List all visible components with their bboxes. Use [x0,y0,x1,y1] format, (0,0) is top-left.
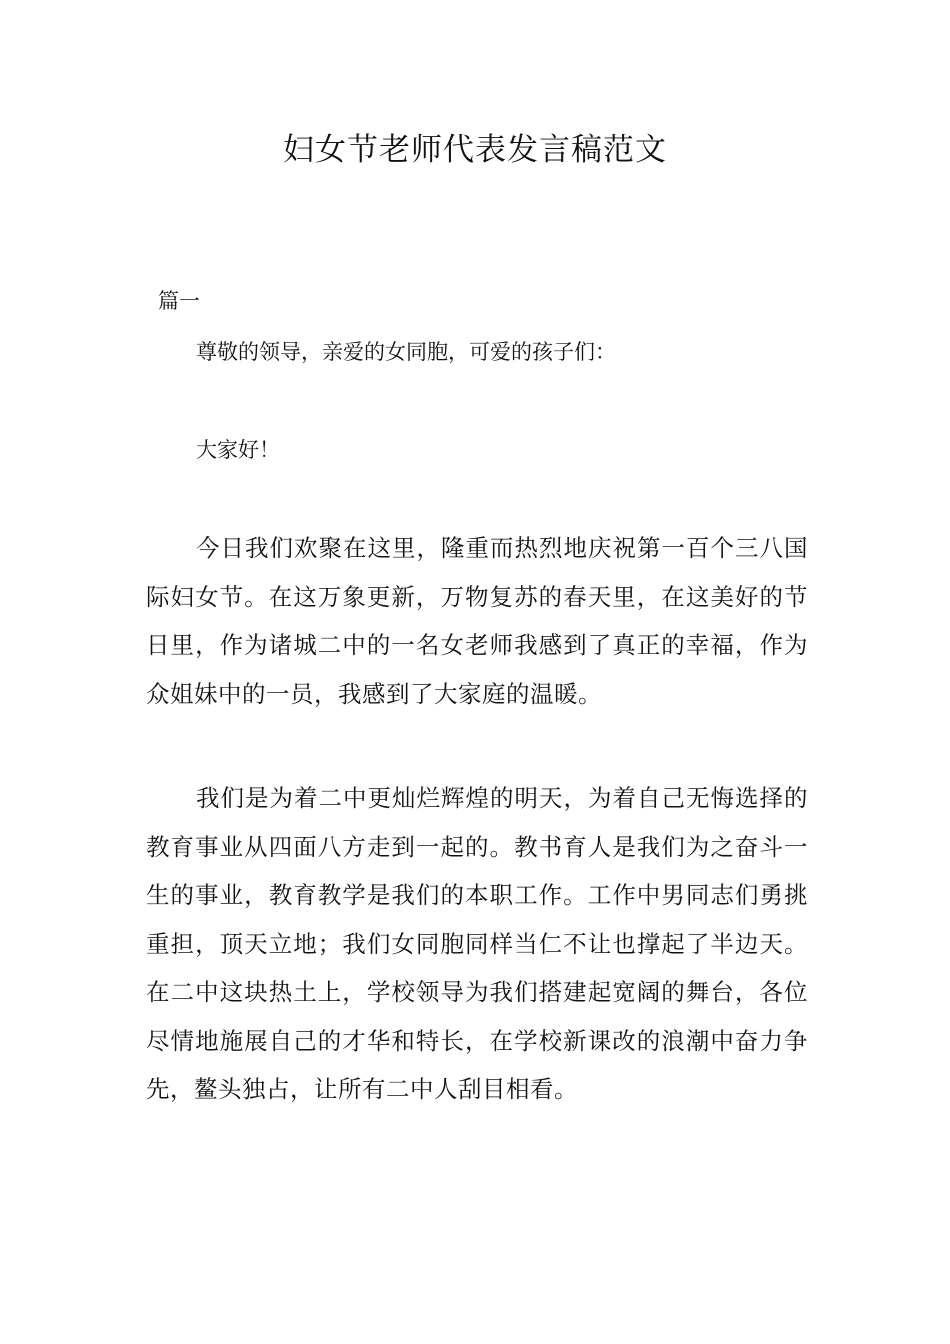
greeting-text: 大家好！ [196,438,280,462]
section-label: 篇一 [158,289,200,313]
document-title: 妇女节老师代表发言稿范文 [283,132,667,168]
salutation-text: 尊敬的领导，亲爱的女同胞，可爱的孩子们： [196,340,616,364]
body-paragraph-2: 我们是为着二中更灿烂辉煌的明天，为着自己无悔选择的教育事业从四面八方走到一起的。教书育人是我们为之奋斗一生的事业，教育教学是我们的本职工作。工作中男同志们勇挑重担，顶天立地；我们女同胞同样当仁不让也撑起了半边天。在二中这块热土上，学校领导为我们搭建起宽阔的舞台，各位尽情地施展自己的才华和特长，在学校新课改的浪潮中奋力争先，鳌头独占，让所有二中人刮目相看。 [146,784,808,1103]
body-paragraph-1: 今日我们欢聚在这里，隆重而热烈地庆祝第一百个三八国际妇女节。在这万象更新，万物复苏的春天里，在这美好的节日里，作为诸城二中的一名女老师我感到了真正的幸福，作为众姐妹中的一员，我感到了大家庭的温暖。 [146,534,808,708]
